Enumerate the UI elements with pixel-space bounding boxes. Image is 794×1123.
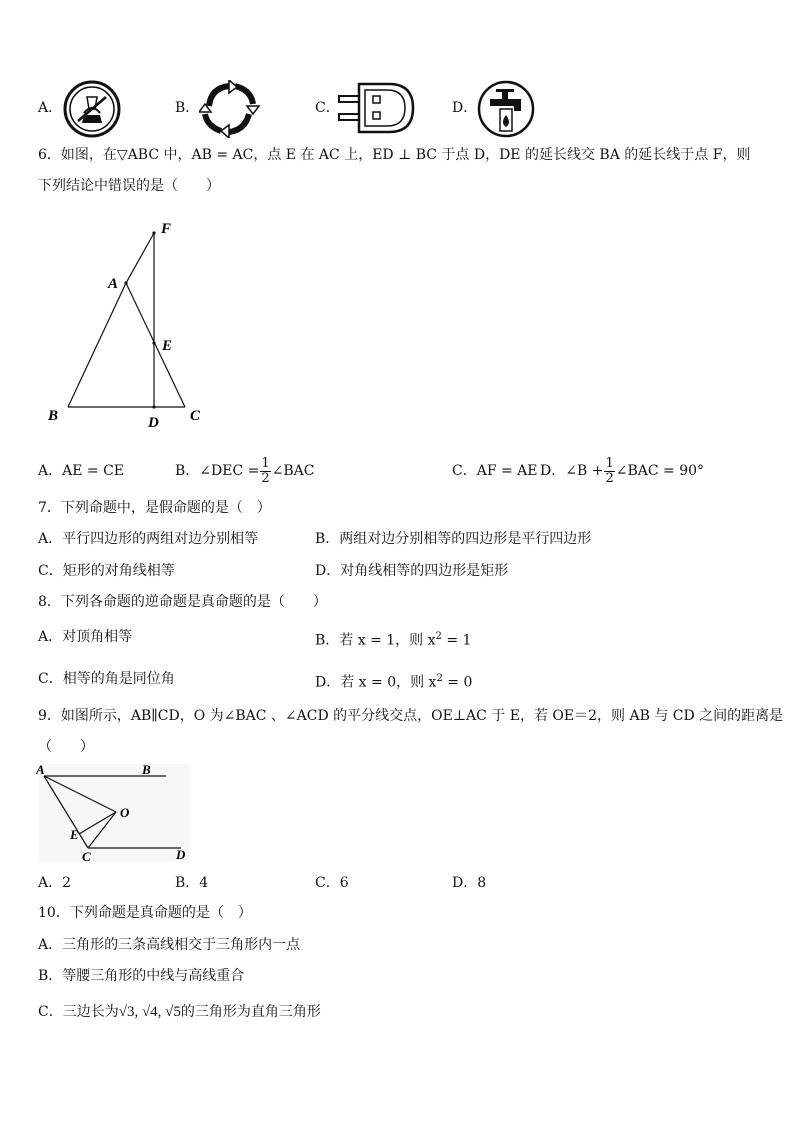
q9-parallel-lines-figure — [36, 762, 196, 866]
q10-option-b: B．等腰三角形的中线与高线重合 — [38, 968, 245, 984]
recycle-arrows-icon — [199, 80, 261, 138]
q5-option-d-label: D． — [452, 100, 478, 116]
q6-option-b — [175, 452, 314, 490]
q9-label-a: A — [36, 762, 45, 777]
q6-triangle-figure — [40, 215, 220, 435]
q9-label-c: C — [82, 849, 91, 864]
q6-option-d-denominator: 2 — [605, 470, 614, 486]
q8-option-c: C．相等的角是同位角 — [38, 671, 175, 687]
usb-plug-icon — [337, 80, 417, 136]
q9-label-e: E — [70, 827, 79, 842]
q6-option-b-suffix: ∠BAC — [271, 463, 315, 479]
q6-label-d: D — [148, 415, 159, 431]
q8-option-d-prefix: D．若 x = 0，则 x — [315, 674, 437, 691]
q8-stem: 8．下列各命题的逆命题是真命题的是（ ） — [38, 594, 327, 610]
q9-option-d: D．8 — [452, 875, 487, 891]
q7-option-b: B．两组对边分别相等的四边形是平行四边形 — [315, 531, 592, 547]
q6-stem-line2: 下列结论中错误的是（ ） — [38, 178, 220, 194]
q10-option-c-suffix: 的三角形为直角三角形 — [180, 1004, 321, 1020]
q9-stem-line2: （ ） — [38, 739, 94, 755]
q6-option-b-fraction — [260, 457, 270, 486]
q7-option-d: D．对角线相等的四边形是矩形 — [315, 563, 509, 579]
q9-option-c: C．6 — [315, 875, 349, 891]
q8-option-b-suffix: = 1 — [441, 632, 472, 649]
q6-stem-line1: 6．如图，在▽ABC 中，AB = AC，点 E 在 AC 上，ED ⊥ BC 于点 D，DE 的延长线交 BA 的延长线于点 F，则 — [38, 147, 751, 163]
q6-label-f: F — [161, 221, 172, 237]
q8-option-b-prefix: B．若 x = 1，则 x — [315, 632, 436, 649]
q9-stem-line1: 9．如图所示，AB∥CD，O 为∠BAC 、∠ACD 的平分线交点，OE⊥AC 于 E，若 OE＝2，则 AB 与 CD 之间的距离是 — [38, 708, 784, 724]
q8-option-d-suffix: = 0 — [442, 674, 473, 691]
q10-stem: 10．下列命题是真命题的是（ ） — [38, 905, 252, 921]
q9-option-a: A．2 — [38, 875, 72, 891]
q8-option-a: A．对顶角相等 — [38, 629, 133, 645]
q7-option-a: A．平行四边形的两组对边分别相等 — [38, 531, 259, 547]
q8-option-b-exponent: 2 — [435, 631, 442, 642]
water-tap-icon — [476, 79, 536, 139]
q9-label-d: D — [176, 847, 186, 862]
q7-stem: 7．下列命题中，是假命题的是（ ） — [38, 500, 271, 516]
q9-label-o: O — [120, 805, 130, 820]
q6-option-c: C．AF = AE — [452, 463, 538, 479]
q7-option-c: C．矩形的对角线相等 — [38, 563, 175, 579]
q10-option-c — [38, 1002, 321, 1022]
recycle-bin-icon — [62, 79, 122, 139]
q5-option-c-label: C． — [315, 100, 340, 116]
q10-option-c-math: √3, √4, √5 — [118, 1004, 181, 1020]
q6-option-d — [540, 452, 704, 490]
q9-option-b: B．4 — [175, 875, 209, 891]
q9-label-b: B — [142, 762, 151, 777]
q6-option-d-prefix: D．∠B + — [540, 463, 604, 479]
q6-option-b-prefix: B．∠DEC = — [175, 463, 260, 479]
q6-label-c: C — [190, 408, 201, 424]
q6-option-b-denominator: 2 — [261, 470, 270, 486]
q10-option-c-prefix: C．三边长为 — [38, 1004, 119, 1020]
q6-option-d-fraction — [604, 457, 614, 486]
q10-option-a: A．三角形的三条高线相交于三角形内一点 — [38, 937, 301, 953]
q8-option-d-exponent: 2 — [436, 673, 443, 684]
q6-label-e: E — [162, 338, 173, 354]
q6-option-d-numerator: 1 — [605, 455, 614, 471]
q5-option-b-label: B． — [175, 100, 200, 116]
q6-label-a: A — [108, 276, 119, 292]
q6-option-d-suffix: ∠BAC = 90° — [615, 463, 705, 479]
q6-option-b-numerator: 1 — [261, 455, 270, 471]
q5-option-a-label: A． — [38, 100, 63, 116]
q8-option-d — [315, 669, 472, 693]
q6-option-a: A．AE = CE — [38, 463, 125, 479]
q8-option-b — [315, 627, 471, 651]
q6-label-b: B — [48, 408, 59, 424]
